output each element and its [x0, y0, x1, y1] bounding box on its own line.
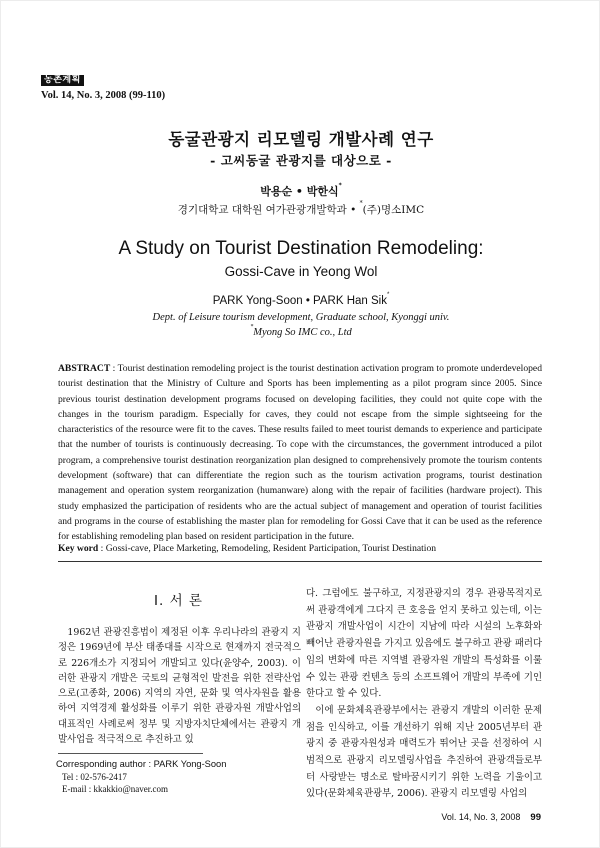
- journal-volume-info: Vol. 14, No. 3, 2008 (99-110): [41, 90, 166, 101]
- english-affiliation-2-text: Myong So IMC co., Ltd: [253, 327, 352, 338]
- body-column-left: [58, 625, 301, 747]
- english-affiliation: Dept. of Leisure tourism development, Graduate school, Kyonggi univ.: [152, 312, 450, 323]
- korean-authors-names: 박용순 • 박한식: [260, 185, 339, 198]
- abstract-label: ABSTRACT: [58, 363, 111, 374]
- korean-affiliation-2: (주)명소IMC: [362, 204, 425, 216]
- korean-affiliation-1: 경기대학교 대학원 여가관광개발학과 •: [177, 204, 360, 216]
- section-heading-introduction: I. 서 론: [154, 593, 203, 609]
- journal-section-label: 농촌계획: [41, 75, 84, 86]
- english-affiliation-mark: *: [250, 324, 254, 330]
- english-title: A Study on Tourist Destination Remodeling:: [118, 238, 484, 259]
- korean-title: 동굴관광지 리모델링 개발사례 연구: [168, 130, 434, 149]
- body-paragraph: 이에 문화체육관광부에서는 관광지 개발의 이러한 문제점을 인식하고, 이를 개선하기 위해 지난 2005년부터 관광지 중 관광자원성과 매력도가 뛰어난 곳을 선정하여 시범적으로 관광지 리모델링사업을 추진하여 관광객들로부터 사랑받는 명소로 탈바꿈시키기 위한 노력을 기울이고 있다(문화체육관광부, 2006). 관광지 리모델링 사업의: [306, 704, 542, 800]
- keywords-separator: :: [98, 543, 106, 554]
- body-paragraph: 다. 그럼에도 불구하고, 지정관광지의 경우 관광목적지로써 관광객에게 그다지 큰 호응을 얻지 못하고 있는데, 이는 관광지 개발사업이 시간이 지남에 따라 시설의 노후화와 빼어난 관광자원을 가지고 있음에도 불구하고 관광 패러다임의 변화에 따른 지역별 관광자원 개발의 특성화를 이룰 수 있는 관광 컨텐츠 등의 소프트웨어 개발의 부족에 기인한다고 할 수 있다.: [306, 588, 542, 700]
- keywords-label: Key word: [58, 543, 99, 554]
- korean-subtitle: - 고씨동굴 관광지를 대상으로 -: [210, 153, 392, 168]
- abstract-separator: :: [110, 363, 118, 374]
- footnote: [56, 758, 226, 796]
- body-paragraph: 1962년 관광진흥법이 제정된 이후 우리나라의 관광지 지정은 1969년에 부산 태종대를 시작으로 현재까지 전국적으로 226개소가 지정되어 개발되고 있다(윤양수, 2003). 이러한 관광지 개발은 국토의 균형적인 발전을 위한 전략산업으로(고종화, 2006) 지역의 자연, 문화 및 역사자원을 활용하여 지역경제 활성화를 이루기 위한 관광자원 개발사업의 대표적인 사례로써 정부 및 지방자치단체에서는 관광지 개발사업을 적극적으로 추진하고 있: [58, 627, 301, 745]
- keywords-text: Gossi-cave, Place Marketing, Remodeling, Resident Participation, Tourist Destination: [105, 543, 437, 554]
- page-footer: [441, 811, 541, 824]
- english-subtitle: Gossi-Cave in Yeong Wol: [224, 264, 378, 279]
- english-author-mark: *: [386, 292, 390, 298]
- section-divider: [58, 561, 542, 562]
- english-authors: [1, 294, 600, 308]
- abstract-text: Tourist destination remodeling project is the tourist destination activation program to promote underdeveloped tourist destination that the Ministry of Culture and Sports has been implementing as a pilot program since 2005. Since previous tourist destination development programs focused on developing facilities, they could not quite cope with the changes in the tourism paradigm. Especially for caves, they could not escape from the simple sightseeing for the characteristics of the resource were fit to the caves. These results failed to meet tourist demands to experience and participate that the number of tourists is continuously decreasing. To cope with the circumstances, the government introduced a pilot program, a comprehensive tourist destination reorganization plan designed to comprehensively promote the tourism contents development (software) that can differentiate the region such as the tourism activation programs, tourist destination management and operation system reorganization (humanware) along with the repair of facilities (hardware project). This study emphasized the participation of residents who are the actual subject of management and operation of tourist facilities and programs in the course of establishing the master plan for remodeling for Gossi Cave that it can be used as the reference for establishing remodeling plan based on resident participation in the future.: [58, 363, 542, 543]
- footnote-divider: [58, 753, 203, 754]
- korean-affiliation-mark: *: [359, 200, 363, 207]
- footer-journal-info: Vol. 14, No. 3, 2008: [441, 812, 521, 822]
- footnote-corresponding-author: Corresponding author : PARK Yong-Soon: [56, 759, 227, 769]
- footnote-email: E-mail : kkakkio@naver.com: [62, 784, 169, 794]
- korean-author-mark: *: [338, 182, 342, 189]
- abstract: [58, 361, 542, 545]
- page-number: 99: [530, 812, 541, 823]
- body-column-right: [306, 586, 542, 803]
- keywords: [58, 543, 542, 555]
- korean-authors: [1, 182, 600, 199]
- footnote-tel: Tel : 02-576-2417: [62, 771, 127, 782]
- english-affiliation-2: [1, 326, 600, 339]
- korean-affiliation: [1, 200, 600, 217]
- english-authors-names: PARK Yong-Soon • PARK Han Sik: [212, 295, 387, 307]
